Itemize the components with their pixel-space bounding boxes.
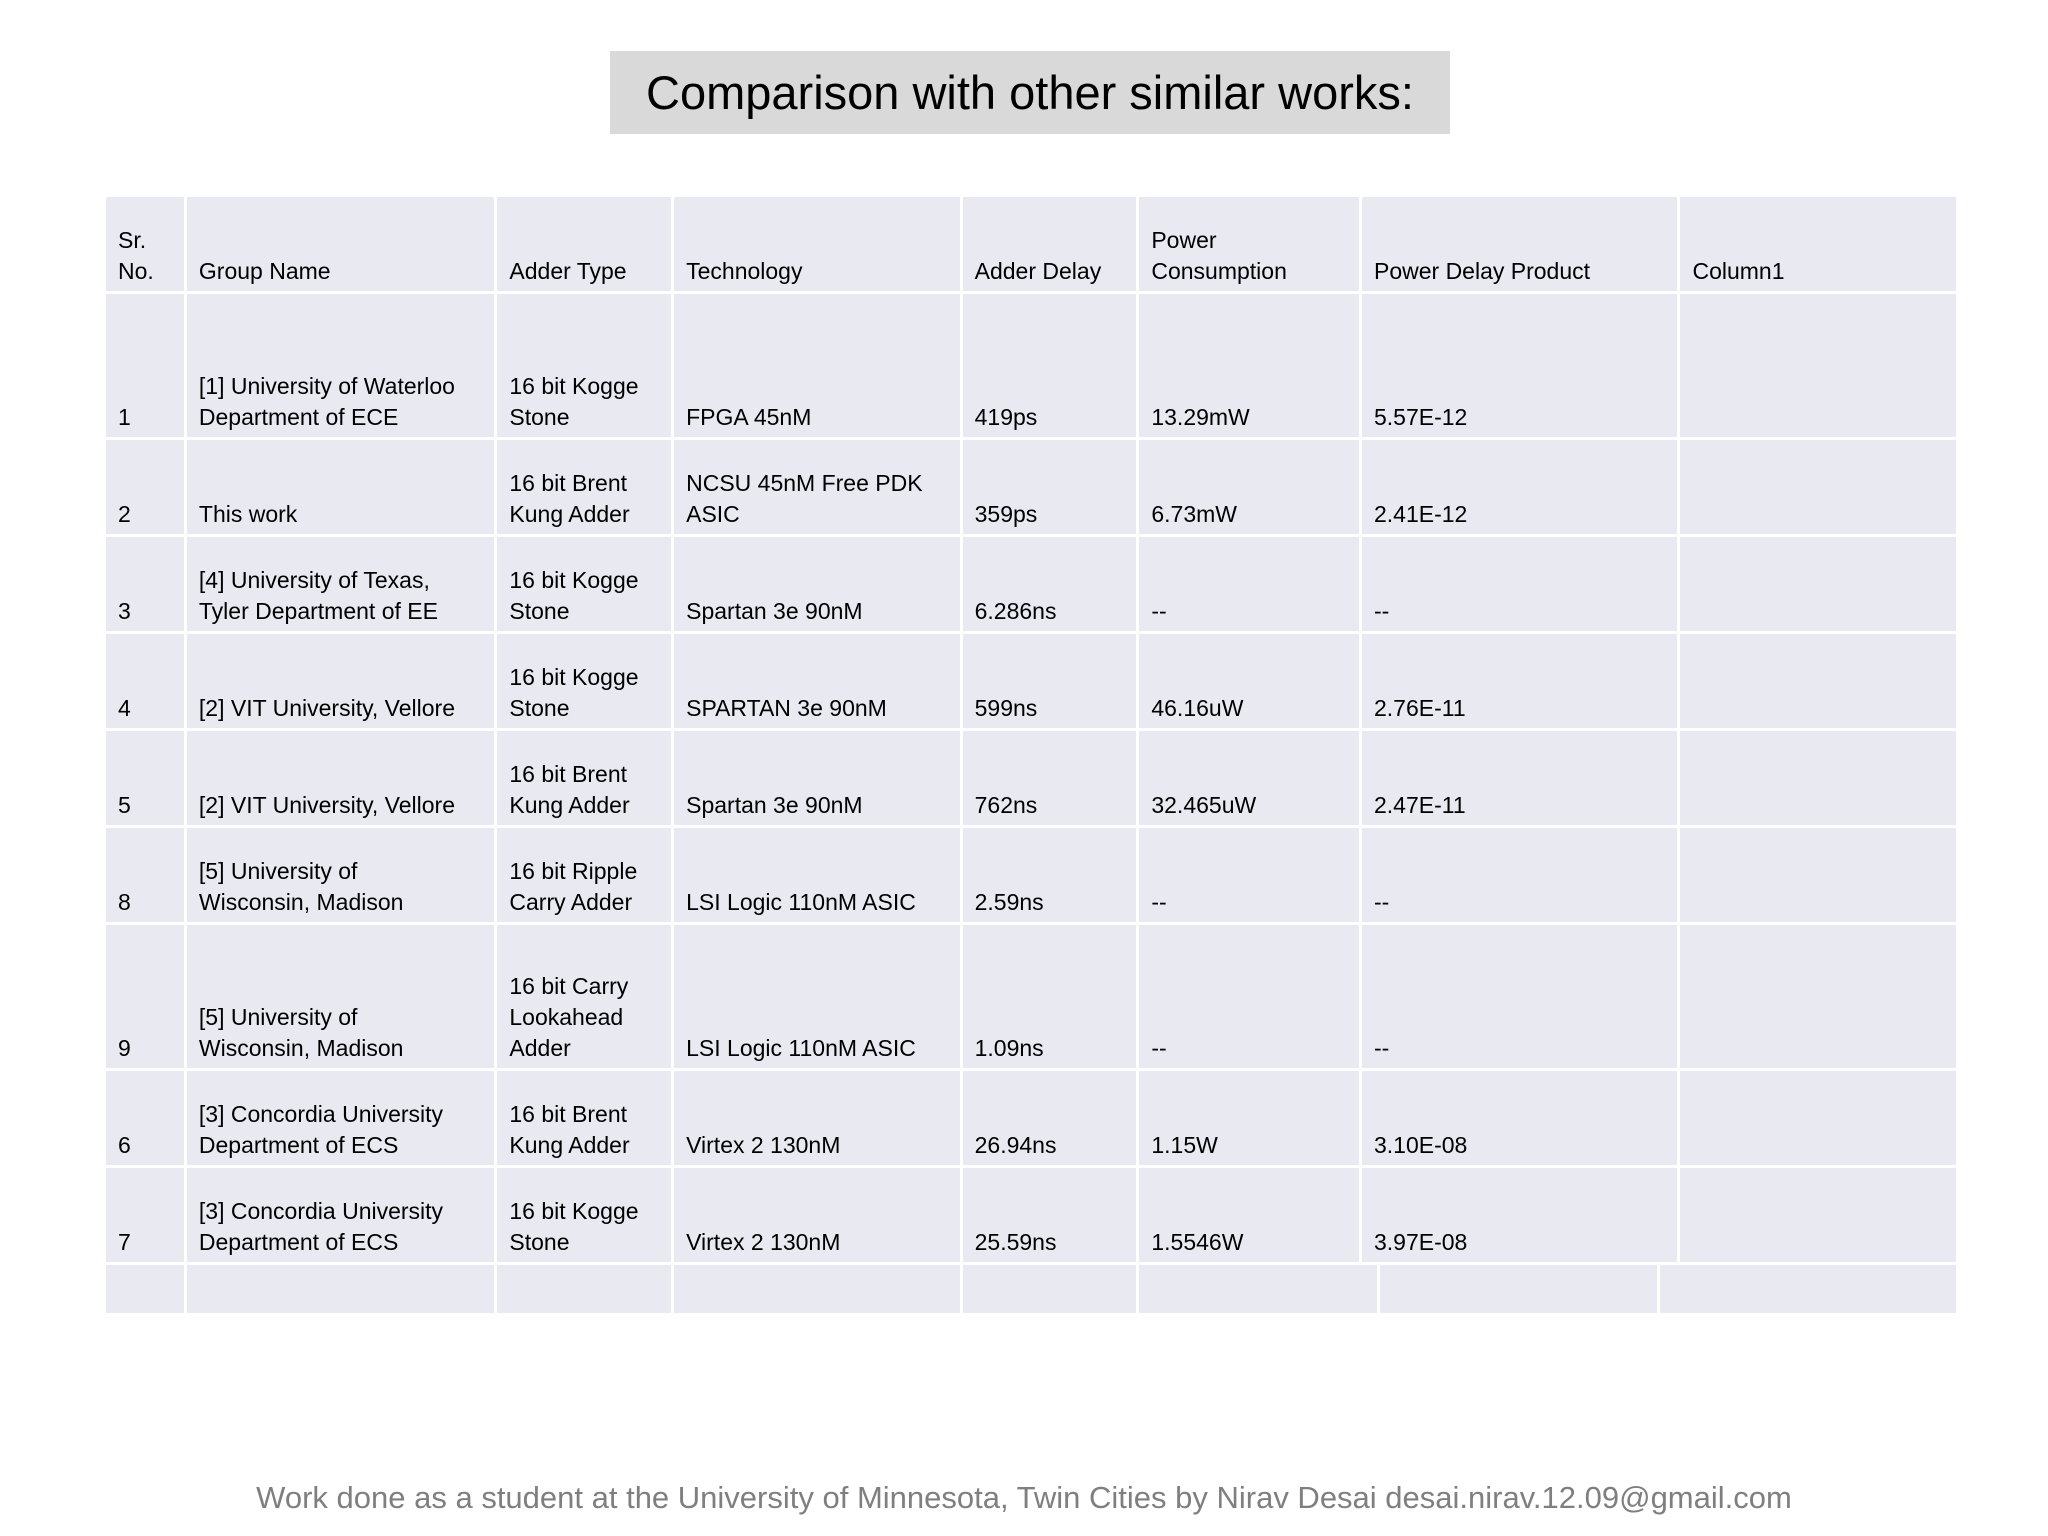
slide-title: Comparison with other similar works: — [610, 51, 1450, 134]
table-cell: 9 — [106, 925, 184, 1068]
table-empty-row — [106, 1265, 1956, 1313]
table-cell: 13.29mW — [1139, 294, 1359, 437]
table-cell: [3] Concordia University Department of ECS — [187, 1071, 494, 1165]
table-cell: [2] VIT University, Vellore — [187, 731, 494, 825]
table-cell: 1.15W — [1139, 1071, 1359, 1165]
table-cell: NCSU 45nM Free PDK ASIC — [674, 440, 960, 534]
table-cell: [1] University of Waterloo Department of ECE — [187, 294, 494, 437]
table-cell: 4 — [106, 634, 184, 728]
table-cell: 1 — [106, 294, 184, 437]
table-cell — [1680, 440, 1956, 534]
table-cell: LSI Logic 110nM ASIC — [674, 925, 960, 1068]
comparison-table — [106, 197, 1956, 1316]
table-cell: 762ns — [963, 731, 1137, 825]
empty-cell — [497, 1265, 671, 1313]
table-cell: -- — [1362, 925, 1677, 1068]
table-cell: 5.57E-12 — [1362, 294, 1677, 437]
header-cell: Technology — [674, 197, 960, 291]
table-cell: -- — [1139, 828, 1359, 922]
table-row — [106, 925, 1956, 1068]
header-cell: Column1 — [1680, 197, 1956, 291]
empty-cell — [1660, 1265, 1956, 1313]
header-cell: Sr. No. — [106, 197, 184, 291]
table-cell: 26.94ns — [963, 1071, 1137, 1165]
table-row — [106, 294, 1956, 437]
table-cell: 1.09ns — [963, 925, 1137, 1068]
table-cell: 419ps — [963, 294, 1137, 437]
empty-cell — [674, 1265, 960, 1313]
table-cell: 16 bit Brent Kung Adder — [497, 1071, 671, 1165]
table-cell — [1680, 537, 1956, 631]
table-row — [106, 634, 1956, 728]
table-cell: 3 — [106, 537, 184, 631]
table-cell: 2.47E-11 — [1362, 731, 1677, 825]
table-cell: 3.10E-08 — [1362, 1071, 1677, 1165]
table-cell: 6.286ns — [963, 537, 1137, 631]
table-cell: 16 bit Carry Lookahead Adder — [497, 925, 671, 1068]
table-cell: [3] Concordia University Department of ECS — [187, 1168, 494, 1262]
table-cell: 25.59ns — [963, 1168, 1137, 1262]
table-cell: [5] University of Wisconsin, Madison — [187, 828, 494, 922]
table-row — [106, 1168, 1956, 1262]
table-cell — [1680, 828, 1956, 922]
header-cell: Adder Type — [497, 197, 671, 291]
table-cell: [4] University of Texas, Tyler Department of EE — [187, 537, 494, 631]
table-cell: LSI Logic 110nM ASIC — [674, 828, 960, 922]
table-cell: 7 — [106, 1168, 184, 1262]
table-cell — [1680, 294, 1956, 437]
table-cell — [1680, 1168, 1956, 1262]
table-row — [106, 731, 1956, 825]
table-cell: FPGA 45nM — [674, 294, 960, 437]
empty-cell — [963, 1265, 1137, 1313]
empty-cell — [1139, 1265, 1377, 1313]
table-cell: Virtex 2 130nM — [674, 1071, 960, 1165]
header-cell: Adder Delay — [963, 197, 1137, 291]
table-cell: 3.97E-08 — [1362, 1168, 1677, 1262]
table-cell: -- — [1139, 925, 1359, 1068]
table-cell: [2] VIT University, Vellore — [187, 634, 494, 728]
table-cell: 46.16uW — [1139, 634, 1359, 728]
table-cell — [1680, 731, 1956, 825]
table-cell — [1680, 925, 1956, 1068]
table-cell: 599ns — [963, 634, 1137, 728]
table-row — [106, 537, 1956, 631]
table-cell: -- — [1362, 828, 1677, 922]
table-header-row — [106, 197, 1956, 291]
table-cell: -- — [1362, 537, 1677, 631]
table-cell: This work — [187, 440, 494, 534]
table-cell: 5 — [106, 731, 184, 825]
table-row — [106, 828, 1956, 922]
table-cell: 1.5546W — [1139, 1168, 1359, 1262]
table-cell: 8 — [106, 828, 184, 922]
table-cell: Spartan 3e 90nM — [674, 537, 960, 631]
table-cell: 16 bit Kogge Stone — [497, 634, 671, 728]
table-cell: 16 bit Brent Kung Adder — [497, 731, 671, 825]
table-cell: -- — [1139, 537, 1359, 631]
table-cell: 359ps — [963, 440, 1137, 534]
table-cell: 16 bit Ripple Carry Adder — [497, 828, 671, 922]
table-cell: 2.59ns — [963, 828, 1137, 922]
table-cell: 2.76E-11 — [1362, 634, 1677, 728]
table-cell: 6.73mW — [1139, 440, 1359, 534]
table-row — [106, 1071, 1956, 1165]
table-cell: 6 — [106, 1071, 184, 1165]
header-cell: Power Consumption — [1139, 197, 1359, 291]
table-cell: 16 bit Kogge Stone — [497, 537, 671, 631]
table-cell: Spartan 3e 90nM — [674, 731, 960, 825]
table-cell: 2 — [106, 440, 184, 534]
table-cell: 16 bit Kogge Stone — [497, 1168, 671, 1262]
table-cell: 16 bit Kogge Stone — [497, 294, 671, 437]
table-cell: 2.41E-12 — [1362, 440, 1677, 534]
header-cell: Power Delay Product — [1362, 197, 1677, 291]
empty-cell — [187, 1265, 494, 1313]
table-cell — [1680, 1071, 1956, 1165]
table-cell: 16 bit Brent Kung Adder — [497, 440, 671, 534]
empty-cell — [106, 1265, 184, 1313]
footer-credit: Work done as a student at the University of Minnesota, Twin Cities by Nirav Desai desai.nirav.12.09@gmail.com — [256, 1480, 1792, 1515]
header-cell: Group Name — [187, 197, 494, 291]
table-cell: [5] University of Wisconsin, Madison — [187, 925, 494, 1068]
empty-cell — [1380, 1265, 1658, 1313]
table-cell: Virtex 2 130nM — [674, 1168, 960, 1262]
table-cell: SPARTAN 3e 90nM — [674, 634, 960, 728]
table-row — [106, 440, 1956, 534]
table-cell — [1680, 634, 1956, 728]
table-cell: 32.465uW — [1139, 731, 1359, 825]
